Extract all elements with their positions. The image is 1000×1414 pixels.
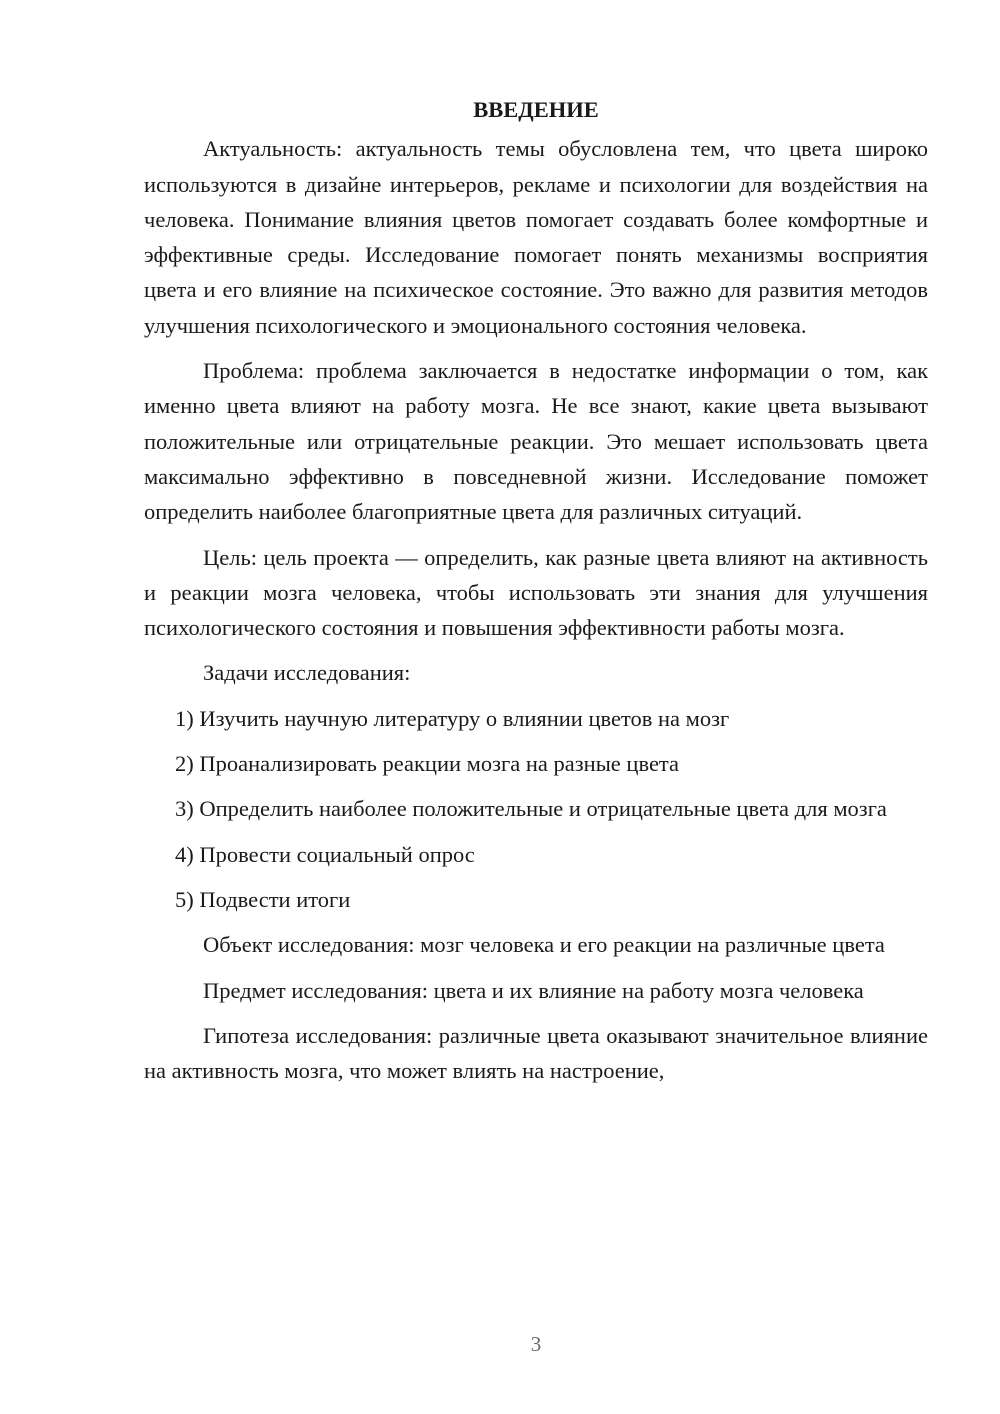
task-item-5: 5) Подвести итоги <box>175 886 351 912</box>
section-title: ВВЕДЕНИЕ <box>473 97 599 122</box>
paragraph-hypothesis: Гипотеза исследования: различные цвета оказывают значительное влияние на активность мозга, что может влиять на настроение, <box>144 1022 928 1084</box>
task-item-4: 4) Провести социальный опрос <box>175 841 475 867</box>
tasks-heading: Задачи исследования: <box>203 660 411 686</box>
task-item-2: 2) Проанализировать реакции мозга на разные цвета <box>175 751 680 777</box>
paragraph-object: Объект исследования: мозг человека и его реакции на различные цвета <box>203 932 885 958</box>
paragraph-goal: Цель: цель проекта — определить, как разные цвета влияют на активность и реакции мозга человека, чтобы использовать эти знания для улучшения психологического состояния и повышения эффективности работы мозга. <box>144 544 928 641</box>
task-item-1: 1) Изучить научную литературу о влиянии цветов на мозг <box>175 705 730 731</box>
paragraph-relevance: Актуальность: актуальность темы обусловлена тем, что цвета широко используются в дизайне интерьеров, рекламе и психологии для воздействия на человека. Понимание влияния цветов помогает создавать более комфортные и эффективные среды. Исследование помогает понять механизмы восприятия цвета и его влияние на психическое состояние. Это важно для развития методов улучшения психологического и эмоционального состояния человека. <box>144 136 928 338</box>
task-item-3: 3) Определить наиболее положительные и отрицательные цвета для мозга <box>175 796 887 822</box>
paragraph-subject: Предмет исследования: цвета и их влияние на работу мозга человека <box>203 977 864 1003</box>
page-content <box>144 92 928 1098</box>
paragraph-problem: Проблема: проблема заключается в недостатке информации о том, как именно цвета влияют на работу мозга. Не все знают, какие цвета вызывают положительные или отрицательные реакции. Это мешает использовать цвета максимально эффективно в повседневной жизни. Исследование поможет определить наиболее благоприятные цвета для различных ситуаций. <box>144 358 928 525</box>
page-number: 3 <box>530 1332 542 1356</box>
